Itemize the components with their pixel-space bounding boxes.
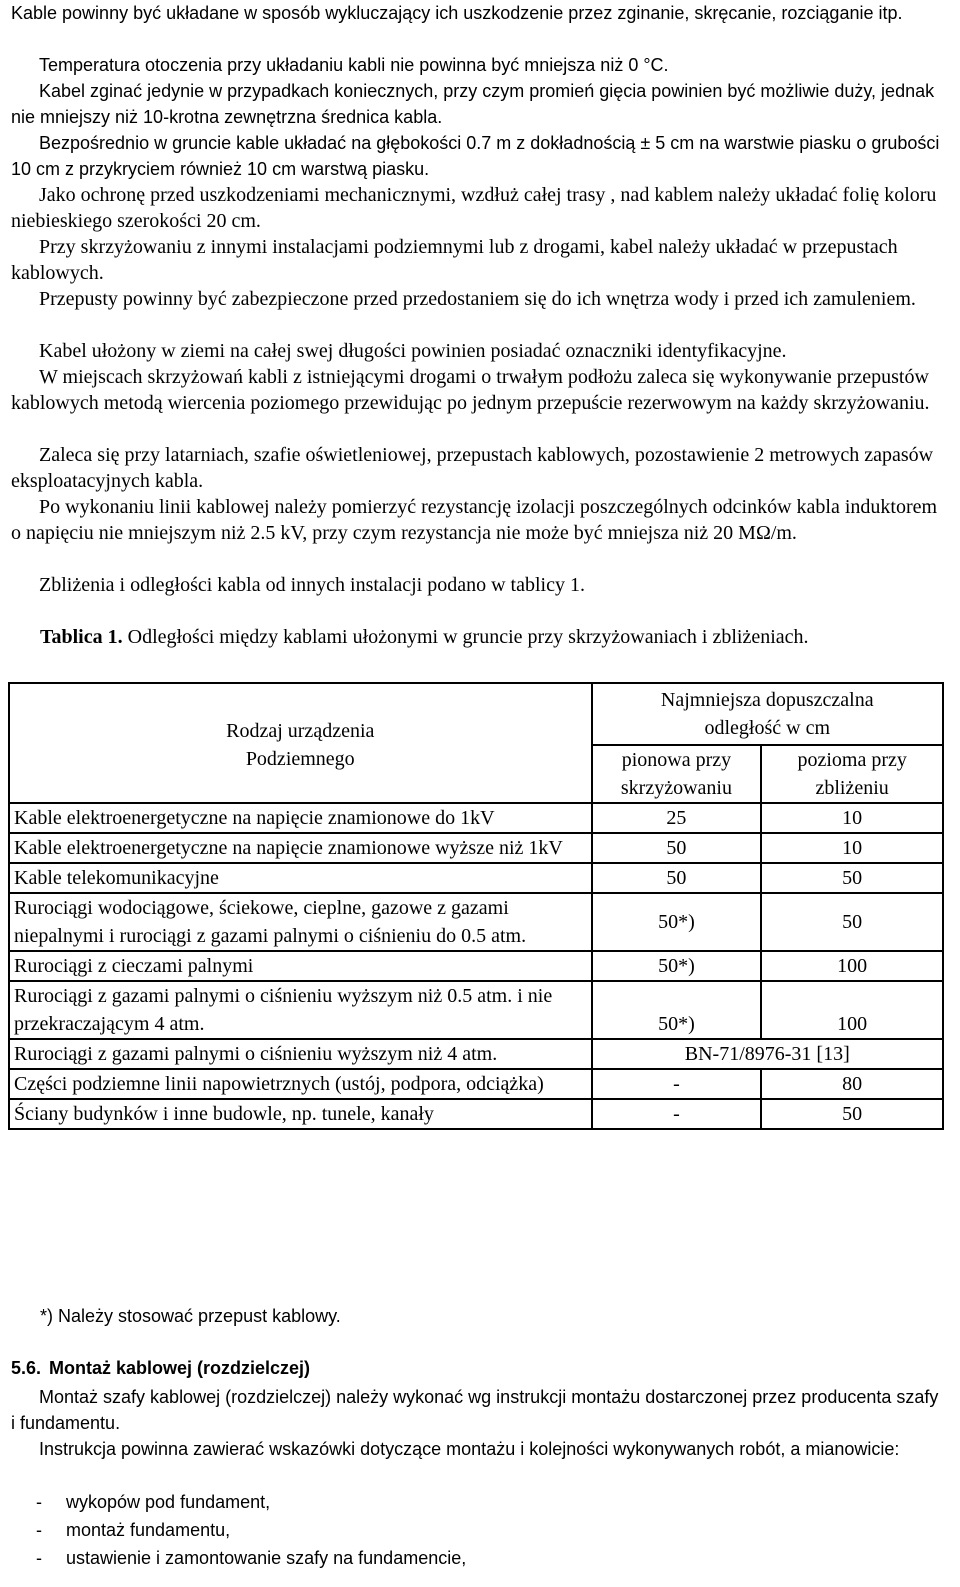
row-device: Rurociągi wodociągowe, ściekowe, cieplne, gazowe z gazami niepalnymi i rurociągi z gazami palnymi o ciśnieniu do 0.5 atm. xyxy=(9,893,592,951)
header-device-line-1: Rodzaj urządzenia xyxy=(226,720,375,742)
list-dash: - xyxy=(36,1548,42,1568)
instruction-list xyxy=(36,1488,466,1572)
row-device: Rurociągi z gazami palnymi o ciśnieniu wyższym niż 4 atm. xyxy=(9,1039,592,1069)
list-item-text: ustawienie i zamontowanie szafy na fundamencie, xyxy=(66,1548,467,1568)
row-device: Rurociągi z gazami palnymi o ciśnieniu wyższym niż 0.5 atm. i nie przekraczającym 4 atm. xyxy=(9,981,592,1039)
section-title: Montaż kablowej (rozdzielczej) xyxy=(49,1358,311,1378)
table-row xyxy=(9,863,943,893)
paragraph-insulation-test: Po wykonaniu linii kablowej należy pomierzyć rezystancję izolacji poszczególnych odcinków kabla induktorem o napięciu nie mniejszym niż 2.5 kV, przy czym rezystancja nie może być mniejsza niż 20 MΩ/m. xyxy=(11,496,938,544)
header-vertical: pionowa przy skrzyżowaniu xyxy=(592,745,762,803)
list-dash: - xyxy=(36,1492,42,1512)
row-horizontal: 10 xyxy=(761,803,943,833)
list-item xyxy=(36,1516,466,1544)
paragraph-instructions: Instrukcja powinna zawierać wskazówki dotyczące montażu i kolejności wykonywanych robót, a mianowicie: xyxy=(39,1439,900,1459)
table-row xyxy=(9,951,943,981)
list-dash: - xyxy=(36,1520,42,1540)
paragraph-protective-foil: Jako ochronę przed uszkodzeniami mechanicznymi, wzdłuż całej trasy , nad kablem należy układać folię koloru niebieskiego szerokości 20 cm. xyxy=(11,184,937,232)
row-horizontal: 50 xyxy=(761,863,943,893)
row-horizontal: 100 xyxy=(761,981,943,1039)
table-row xyxy=(9,1039,943,1069)
paragraph-ducts: Przepusty powinny być zabezpieczone przed przedostaniem się do ich wnętrza wody i przed ich zamuleniem. xyxy=(39,288,916,310)
paragraph-crossings: Przy skrzyżowaniu z innymi instalacjami podziemnymi lub z drogami, kabel należy układać w przepustach kablowych. xyxy=(11,236,898,284)
row-horizontal: 100 xyxy=(761,951,943,981)
table-row xyxy=(9,981,943,1039)
paragraph-bending-radius: Kabel zginać jedynie w przypadkach koniecznych, przy czym promień gięcia powinien być możliwie duży, jednak nie mniejszy niż 10-krotna zewnętrzna średnica kabla. xyxy=(11,81,935,127)
paragraph-cable-laying: Kable powinny być układane w sposób wykluczający ich uszkodzenie przez zginanie, skręcanie, rozciąganie itp. xyxy=(11,3,903,23)
table-caption-label: Tablica 1. xyxy=(40,626,123,648)
row-device: Kable elektroenergetyczne na napięcie znamionowe do 1kV xyxy=(9,803,592,833)
table-row xyxy=(9,893,943,951)
section-heading xyxy=(11,1358,310,1379)
paragraph-table-reference: Zbliżenia i odległości kabla od innych instalacji podano w tablicy 1. xyxy=(39,574,585,596)
row-horizontal: 50 xyxy=(761,1099,943,1129)
list-item xyxy=(36,1488,466,1516)
table-row xyxy=(9,1099,943,1129)
paragraph-cabinet-assembly: Montaż szafy kablowej (rozdzielczej) należy wykonać wg instrukcji montażu dostarczonej przez producenta szafy i fundamentu. xyxy=(11,1387,939,1433)
row-vertical: 50*) xyxy=(592,951,762,981)
row-horizontal: 80 xyxy=(761,1069,943,1099)
section-number: 5.6. xyxy=(11,1358,42,1378)
header-device-type xyxy=(9,683,592,803)
paragraph-temperature: Temperatura otoczenia przy układaniu kabli nie powinna być mniejsza niż 0 °C. xyxy=(39,55,669,75)
row-horizontal: 10 xyxy=(761,833,943,863)
row-device: Części podziemne linii napowietrznych (ustój, podpora, odciążka) xyxy=(9,1069,592,1099)
paragraph-reserve: Zaleca się przy latarniach, szafie oświetleniowej, przepustach kablowych, pozostawienie 2 metrowych zapasów eksploatacyjnych kabla. xyxy=(11,444,934,492)
paragraph-road-crossings: W miejscach skrzyżowań kabli z istniejącymi drogami o trwałym podłożu zaleca się wykonywanie przepustów kablowych metodą wiercenia poziomego przewidując po jednym przepuście rezerwowym na każdy skrzyżowaniu. xyxy=(11,366,930,414)
row-standard-reference: BN-71/8976-31 [13] xyxy=(592,1039,943,1069)
table-caption xyxy=(40,626,809,649)
paragraph-depth: Bezpośrednio w gruncie kable układać na głębokości 0.7 m z dokładnością ± 5 cm na warstwie piasku o grubości 10 cm z przykryciem również 10 cm warstwą piasku. xyxy=(11,133,940,179)
table-header-row xyxy=(9,683,943,745)
header-horizontal: pozioma przy zbliżeniu xyxy=(761,745,943,803)
row-vertical: - xyxy=(592,1069,762,1099)
table-row xyxy=(9,803,943,833)
row-device: Ściany budynków i inne budowle, np. tunele, kanały xyxy=(9,1099,592,1129)
table-footnote: *) Należy stosować przepust kablowy. xyxy=(40,1306,341,1326)
row-vertical: 50 xyxy=(592,863,762,893)
distances-table xyxy=(8,682,944,1130)
row-vertical: 50*) xyxy=(592,981,762,1039)
list-item xyxy=(36,1544,466,1572)
list-item-text: wykopów pod fundament, xyxy=(66,1492,271,1512)
header-device-line-2: Podziemnego xyxy=(245,748,355,770)
header-min-distance: Najmniejsza dopuszczalna odległość w cm xyxy=(592,683,943,745)
row-vertical: 50*) xyxy=(592,893,762,951)
table-caption-text: Odległości między kablami ułożonymi w gruncie przy skrzyżowaniach i zbliżeniach. xyxy=(122,626,809,648)
row-device: Kable elektroenergetyczne na napięcie znamionowe wyższe niż 1kV xyxy=(9,833,592,863)
row-vertical: 25 xyxy=(592,803,762,833)
row-vertical: - xyxy=(592,1099,762,1129)
paragraph-markers: Kabel ułożony w ziemi na całej swej długości powinien posiadać oznaczniki identyfikacyjne. xyxy=(39,340,787,362)
table-row xyxy=(9,833,943,863)
list-item-text: montaż fundamentu, xyxy=(66,1520,231,1540)
row-device: Kable telekomunikacyjne xyxy=(9,863,592,893)
row-vertical: 50 xyxy=(592,833,762,863)
row-device: Rurociągi z cieczami palnymi xyxy=(9,951,592,981)
table-row xyxy=(9,1069,943,1099)
row-horizontal: 50 xyxy=(761,893,943,951)
